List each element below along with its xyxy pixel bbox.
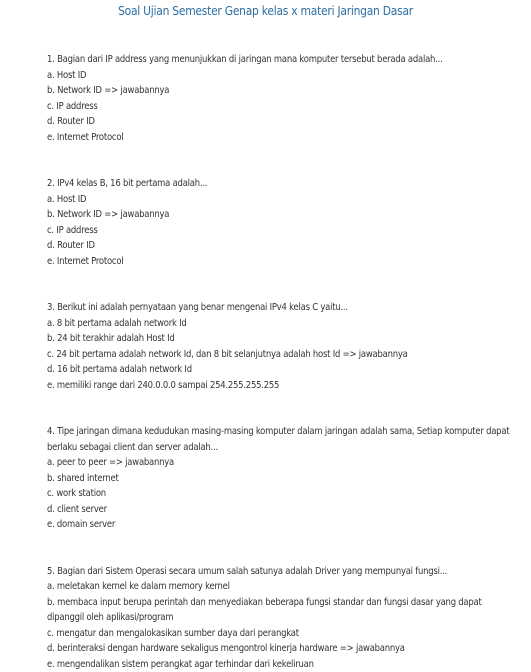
option-letter: c .: [47, 488, 56, 499]
question-text: [47, 176, 512, 192]
option-letter: b .: [47, 85, 57, 96]
option-text: mengatur dan mengalokasikan sumber daya dari perangkat: [56, 628, 298, 639]
question-5: [47, 564, 512, 672]
question-prompt: Berikut ini adalah pernyataan yang benar mengenai IPv4 kelas C yaitu...: [57, 302, 348, 313]
option-letter: d .: [47, 240, 57, 251]
question-number: 4 .: [47, 426, 57, 437]
option-a: [47, 455, 512, 471]
option-text: 24 bit terakhir adalah Host Id: [57, 333, 174, 344]
option-text: IP address: [56, 101, 97, 112]
option-letter: d .: [47, 116, 57, 127]
option-c: [47, 347, 512, 363]
option-e: [47, 378, 512, 394]
option-letter: a .: [47, 194, 57, 205]
question-text: [47, 564, 512, 580]
option-text: Network ID => jawabannya: [57, 85, 169, 96]
option-letter: d .: [47, 504, 57, 515]
option-a: [47, 68, 512, 84]
option-text: mengendalikan sistem perangkat agar terhindar dari kekeliruan: [57, 659, 314, 670]
option-letter: e .: [47, 256, 57, 267]
question-prompt: Tipe jaringan dimana kedudukan masing-masing komputer dalam jaringan adalah sama, Setiap komputer dapat berlaku sebagai client dan server adalah...: [47, 426, 509, 453]
option-letter: b .: [47, 209, 57, 220]
option-text: memiliki range dari 240.0.0.0 sampai 254.255.255.255: [57, 380, 279, 391]
option-b: [47, 83, 512, 99]
option-text: meletakan kernel ke dalam memory kernel: [57, 581, 230, 592]
option-letter: e .: [47, 132, 57, 143]
option-b: [47, 471, 512, 487]
option-text: Router ID: [57, 240, 95, 251]
option-text: IP address: [56, 225, 97, 236]
option-d: [47, 362, 512, 378]
question-prompt: Bagian dari IP address yang menunjukkan di jaringan mana komputer tersebut berada adalah...: [57, 54, 442, 65]
option-text: Internet Protocol: [57, 132, 123, 143]
option-e: [47, 657, 512, 672]
question-number: 3 .: [47, 302, 57, 313]
question-prompt: Bagian dari Sistem Operasi secara umum salah satunya adalah Driver yang mempunyai fungsi...: [57, 566, 447, 577]
option-letter: d .: [47, 364, 57, 375]
option-text: 24 bit pertama adalah network Id, dan 8 bit selanjutnya adalah host Id => jawabannya: [56, 349, 407, 360]
option-letter: a .: [47, 70, 57, 81]
option-text: 8 bit pertama adalah network Id: [57, 318, 187, 329]
option-text: Network ID => jawabannya: [57, 209, 169, 220]
option-text: work station: [56, 488, 106, 499]
option-letter: e .: [47, 659, 57, 670]
option-text: client server: [57, 504, 107, 515]
option-c: [47, 626, 512, 642]
option-letter: e .: [47, 519, 57, 530]
option-c: [47, 99, 512, 115]
question-list: [47, 52, 512, 672]
question-number: 5 .: [47, 566, 57, 577]
question-number: 1 .: [47, 54, 57, 65]
option-letter: a .: [47, 318, 57, 329]
option-c: [47, 486, 512, 502]
option-e: [47, 130, 512, 146]
question-1: [47, 52, 512, 145]
option-letter: d .: [47, 643, 57, 654]
option-c: [47, 223, 512, 239]
option-b: [47, 207, 512, 223]
question-4: [47, 424, 512, 533]
option-e: [47, 517, 512, 533]
option-text: shared internet: [57, 473, 119, 484]
option-text: Router ID: [57, 116, 95, 127]
page-title: Soal Ujian Semester Genap kelas x materi Jaringan Dasar: [37, 3, 494, 18]
option-letter: c .: [47, 628, 56, 639]
option-text: membaca input berupa perintah dan menyediakan beberapa fungsi standar dan fungsi dasar yang dapat dipanggil oleh aplikasi/program: [47, 597, 482, 624]
option-b: [47, 331, 512, 347]
option-d: [47, 502, 512, 518]
question-text: [47, 300, 512, 316]
option-letter: c .: [47, 225, 56, 236]
option-text: berinteraksi dengan hardware sekaligus mengontrol kinerja hardware => jawabannya: [57, 643, 405, 654]
option-text: Host ID: [57, 70, 86, 81]
option-letter: e .: [47, 380, 57, 391]
question-text: [47, 424, 512, 455]
option-a: [47, 316, 512, 332]
question-number: 2 .: [47, 178, 57, 189]
question-2: [47, 176, 512, 269]
option-text: Internet Protocol: [57, 256, 123, 267]
option-b: [47, 595, 512, 626]
question-3: [47, 300, 512, 393]
option-text: 16 bit pertama adalah network Id: [57, 364, 192, 375]
option-letter: a .: [47, 581, 57, 592]
option-letter: c .: [47, 101, 56, 112]
option-letter: b .: [47, 597, 57, 608]
option-text: Host ID: [57, 194, 86, 205]
question-prompt: IPv4 kelas B, 16 bit pertama adalah...: [57, 178, 207, 189]
option-d: [47, 238, 512, 254]
option-a: [47, 579, 512, 595]
option-letter: a .: [47, 457, 57, 468]
question-text: [47, 52, 512, 68]
option-e: [47, 254, 512, 270]
option-a: [47, 192, 512, 208]
option-d: [47, 114, 512, 130]
option-letter: b .: [47, 333, 57, 344]
option-text: peer to peer => jawabannya: [57, 457, 174, 468]
option-letter: c .: [47, 349, 56, 360]
option-d: [47, 641, 512, 657]
option-text: domain server: [57, 519, 115, 530]
option-letter: b .: [47, 473, 57, 484]
